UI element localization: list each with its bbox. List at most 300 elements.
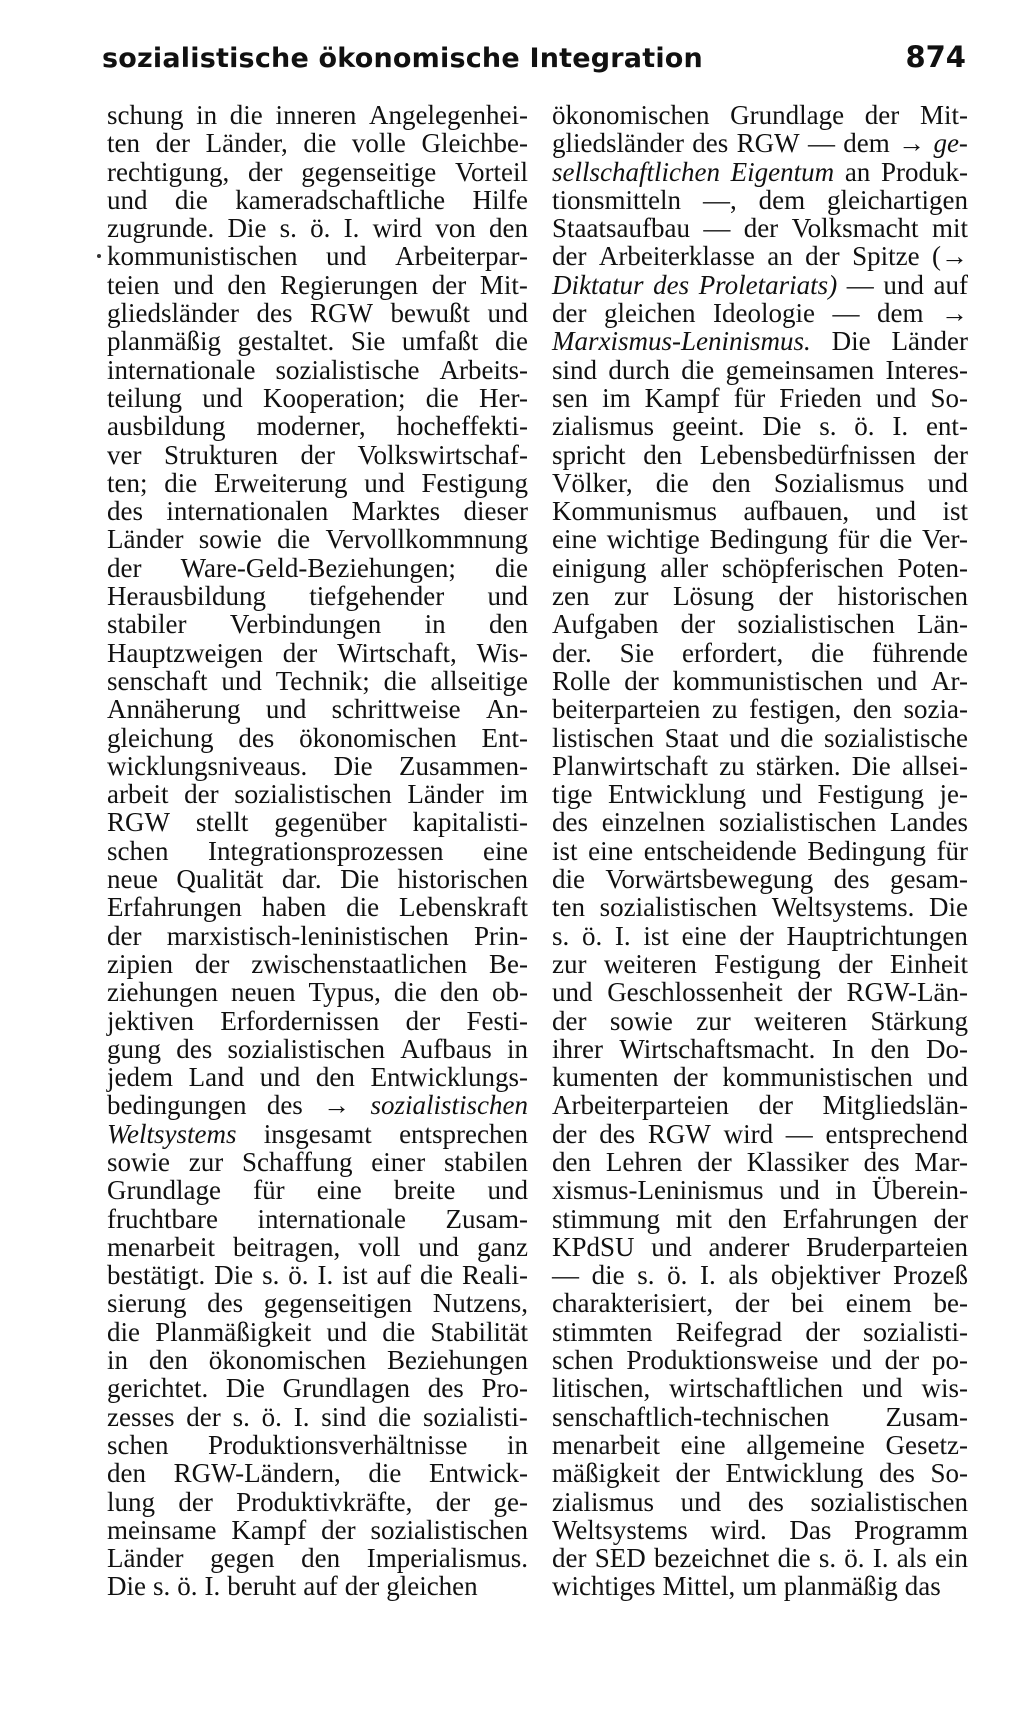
text-line [107,1374,528,1402]
text-line [552,327,968,355]
text-line [107,893,528,921]
word: Land [188,1062,245,1093]
word: Nutzens, [432,1288,528,1319]
word: sozialistischen [234,779,392,810]
word: → [323,1090,351,1121]
word: I. [204,1571,221,1602]
text-line [107,1572,528,1600]
text-line [107,525,528,553]
text-line [107,1233,528,1261]
text-line [107,695,528,723]
word: der [673,1062,708,1093]
word: und [173,269,214,300]
word: Kooperation; [263,382,406,413]
word: als [728,1260,759,1291]
word: Do- [925,1033,968,1064]
word: gegenüber [274,807,387,838]
word: Ware-Geld-Beziehungen; [180,552,456,583]
text-line [107,752,528,780]
word: marxistisch-leninistischen [166,920,449,951]
text-line [552,780,968,808]
word: voll [358,1231,401,1262]
text-line [552,752,968,780]
word: und [779,1175,820,1206]
word: der [107,552,142,583]
word: sozialisti- [863,1316,968,1347]
word: objektiver [770,1260,881,1291]
word: rechtigung, [107,156,230,187]
word: — [846,269,874,300]
text-line [552,978,968,1006]
word: Zusam- [445,1203,528,1234]
word: jektiven [107,1005,194,1036]
word: des [238,722,275,753]
word: den [439,977,479,1008]
word: des [176,1033,213,1064]
word: Län- [917,609,968,640]
word: Regierungen [280,269,419,300]
word: Ent- [481,722,528,753]
word: der. [552,637,592,668]
word: I. [872,1543,889,1574]
word: die [494,326,528,357]
word: Lebenskraft [399,892,528,923]
text-line [107,780,528,808]
word: anderer [708,1231,790,1262]
text-line [552,639,968,667]
word: Länder [891,326,968,357]
word: volle [351,128,406,159]
word: Kampf [644,382,720,413]
word: kapitalisti- [412,807,528,838]
word: und [875,382,917,413]
word: gliedsländer [552,128,684,159]
word: Gesetz- [885,1429,968,1460]
word: sozialisti- [422,1401,528,1432]
text-line [552,356,968,384]
word: die [655,467,689,498]
word: und [487,581,528,612]
word: im [499,779,528,810]
text-line [552,412,968,440]
text-line [552,1374,968,1402]
word: um [742,1571,777,1602]
word: Typus, [308,977,381,1008]
word: der [624,665,659,696]
word: RGW-Ländern, [173,1458,341,1489]
word: der [933,439,968,470]
word: geeint. [671,411,745,442]
text-line [552,1035,968,1063]
text-line [552,1091,968,1119]
word: zwischenstaatlichen [251,948,468,979]
word: Angelegenhei- [369,100,528,130]
text-line [107,837,528,865]
word: der [194,948,230,979]
word: fruchtbare [107,1203,218,1234]
word: sierung [107,1288,187,1319]
word: Mittel, [662,1571,736,1602]
text-line [552,1007,968,1035]
word: I. [317,1260,334,1291]
word: den [870,1033,910,1064]
word: Lösung [672,581,754,612]
word: RGW-Län- [846,977,968,1008]
word: Programm [854,1514,968,1545]
word: Prin- [474,920,528,951]
text-line [107,610,528,638]
word: → [898,128,926,159]
text-line [107,724,528,752]
word: bestätigt. [107,1260,206,1291]
word: und [862,1373,903,1404]
word: Vorwärtsbewegung [605,864,814,895]
word: Integrationsprozessen [208,835,444,866]
text-line [552,469,968,497]
word: gleichen [604,298,696,329]
text-line [552,1516,968,1544]
word: Ver- [922,524,968,555]
word: Die [225,1373,265,1404]
word: s. [232,1401,250,1432]
word: den [227,269,267,300]
word: Be- [489,948,528,979]
word: die [425,382,459,413]
word: wird [723,1118,774,1149]
word: — [552,1260,579,1291]
word: Verbindungen [229,609,382,640]
word: kommunistischen [722,1062,913,1093]
text-line [107,1035,528,1063]
word: —, [702,184,737,215]
word: des [863,1146,900,1177]
word: der [184,779,219,810]
word: sozialistischen [227,1033,385,1064]
word: ö. [844,1543,865,1574]
word: die [107,1316,140,1347]
word: zur [552,948,587,979]
word: menarbeit [107,1231,215,1262]
text-line [552,1205,968,1233]
word: und [552,977,593,1008]
word: und [875,496,917,527]
word: des [692,128,729,159]
word: entscheidende [643,835,797,866]
text-line [107,214,528,242]
word: Planwirtschaft [552,750,708,781]
word: sen [552,382,588,413]
word: bezeichnet [653,1543,770,1574]
word: Volkswirtschaf- [357,439,528,470]
word: bewußt [390,298,470,329]
word: s. [279,213,297,244]
word: festigen, [749,694,842,725]
word: Her- [479,382,528,413]
word: teien [107,269,160,300]
word: s. [637,1260,655,1291]
word: Arbeiterparteien [552,1090,729,1121]
word: aller [660,552,709,583]
text-line [107,1063,528,1091]
text-line [107,497,528,525]
word: Mitgliedslän- [822,1090,968,1121]
word: senschaft [107,665,208,696]
word: den [711,467,751,498]
text-line [107,667,528,695]
word: die [591,1260,625,1291]
word: entsprechen [399,1118,528,1149]
word: die [780,722,814,753]
word: die [552,864,585,895]
word: den [107,1458,146,1489]
word: der [552,1543,587,1574]
word: ö. [310,213,331,244]
word: Annäherung [107,694,241,725]
word: dieser [463,496,528,527]
word: stellt [195,807,249,838]
word: stärken. [755,750,841,781]
text-line [552,1431,968,1459]
word: RGW [107,807,170,838]
text-line [107,327,528,355]
word: in [506,1033,528,1064]
text-line [107,1488,528,1516]
word: Sie [619,637,655,668]
word: entsprechend [825,1118,968,1149]
word: hocheffekti- [396,411,528,442]
text-line [107,412,528,440]
word: historischen [397,864,528,895]
word: aufbauen, [743,496,850,527]
word: s. [152,1571,171,1602]
word: ganz [476,1231,528,1262]
word: Kampf [231,1514,307,1545]
word: und [418,1231,459,1262]
text-line [107,384,528,412]
word: sozialistischen [599,892,758,923]
word: ist [342,1260,368,1291]
word: planmäßig [107,326,221,357]
word: der [552,298,587,329]
word: Festigung [714,948,821,979]
word: Vorteil [455,156,528,187]
word: eine [316,1175,362,1206]
text-line [552,1261,968,1289]
word: der [805,241,840,272]
word: Weltsystems. [771,892,915,923]
word: als [896,1543,927,1574]
word: des [427,1373,464,1404]
word: internationalen [166,496,329,527]
word: mit [675,1203,712,1234]
word: zesses [107,1401,175,1432]
word: gegen [210,1543,275,1574]
word: Ar- [931,665,968,696]
word: und [326,241,367,272]
word: und [761,779,802,810]
word: Lebensbedürfnissen [699,439,916,470]
word: der [864,100,900,130]
word: der [248,156,283,187]
text-line [107,1346,528,1374]
text-line [552,610,968,638]
text-line [107,1289,528,1317]
text-line [552,865,968,893]
word: den [852,694,892,725]
word: des [552,807,588,838]
text-line [552,582,968,610]
word: beitragen, [233,1231,341,1262]
word: internationale [257,1203,406,1234]
word: Länder [107,524,184,555]
text-line [552,554,968,582]
word: schung [107,100,184,130]
word: Festigung [817,779,924,810]
word: schöpferischen [721,552,884,583]
word: die [495,552,528,583]
word: Die [227,213,267,244]
word: Marktes [351,496,441,527]
text-line [552,1289,968,1317]
word: je- [939,779,968,810]
word: mit [931,213,968,244]
word: spricht [552,439,626,470]
word: Festi- [466,1005,528,1036]
word: → [941,298,968,329]
word: und [876,665,918,696]
word: und [326,1316,367,1347]
word: gliedsländer [107,298,239,329]
word: sellschaftlichen [552,156,720,187]
word: die [393,977,427,1008]
word: s. [552,920,570,951]
word: an [767,241,793,272]
word: RGW [647,1118,711,1149]
text-line [107,242,528,270]
word: den [552,1146,591,1177]
text-line [107,271,528,299]
text-line [552,158,968,186]
word: sozialistische [275,354,420,385]
word: gleichartigen [827,184,968,215]
word: dem [876,298,924,329]
word: für [253,1175,285,1206]
word: der [884,1345,920,1376]
word: einem [845,1288,912,1319]
word: zialismus [552,1486,654,1517]
word: den [148,1345,188,1376]
word: sowie [609,1005,673,1036]
text-line [107,554,528,582]
word: Grundlage [730,100,845,130]
word: die [229,100,263,130]
word: wichtige [606,524,700,555]
text-line [552,808,968,836]
word: der [552,241,587,272]
word: führende [872,637,968,668]
word: Aufbaus [400,1033,492,1064]
word: Hauptzweigen [107,637,263,668]
word: wicklungsniveaus. [107,750,308,781]
word: historischen [837,581,968,612]
word: tiefgehender [309,581,445,612]
word: in [107,1345,129,1376]
word: die [303,128,337,159]
word: der [778,581,813,612]
word: ö. [581,920,603,951]
word: eine [680,1429,726,1460]
word: der [743,213,779,244]
word: sozialistischen [370,1090,528,1121]
word: und [831,1345,872,1376]
word: Hauptrichtungen [786,920,968,951]
word: des [207,1288,244,1319]
text-line [107,582,528,610]
text-line [552,1148,968,1176]
word: der [680,609,716,640]
text-line [552,695,968,723]
word: Länder [107,1543,184,1574]
word: des [833,864,870,895]
word: (→ [932,241,968,272]
text-line [107,441,528,469]
text-line [107,950,528,978]
word: Entwicklung [608,779,746,810]
word: RGW [309,298,373,329]
word: und [927,467,968,498]
word: Erfordernissen [220,1005,380,1036]
word: neue [107,864,158,895]
running-head-title: sozialistische ökonomische Integration [102,43,703,74]
word: den [489,213,528,244]
word: Die [340,864,380,895]
word: eine [552,524,597,555]
text-line [107,1459,528,1487]
word: Volksmacht [791,213,919,244]
word: ent- [925,411,968,442]
word: insgesamt [263,1118,372,1149]
word: Arbeits- [439,354,528,385]
word: des [256,298,293,329]
text-line [552,1176,968,1204]
word: und [729,722,770,753]
word: Staat [664,722,719,753]
word: zur [696,1005,731,1036]
word: zen [552,581,590,612]
word: breite [393,1175,456,1206]
word: bei [791,1288,825,1319]
word: der [107,920,142,951]
word: Überein- [872,1175,968,1206]
word: weiteren [754,1005,848,1036]
text-line [107,1007,528,1035]
word: Produk- [881,156,968,187]
word: — [832,298,860,329]
word: einer [371,1146,426,1177]
word: zur [613,581,649,612]
word: Wis- [476,637,528,668]
word: Wirtschaft, [337,637,457,668]
text-line [552,497,968,525]
word: Ideologie [712,298,815,329]
text-line [552,837,968,865]
word: ö. [854,411,875,442]
word: Länder, [205,128,288,159]
word: und [883,269,924,300]
word: gegenseitigen [263,1288,413,1319]
word: und [651,1231,692,1262]
word: sozialistische [824,722,968,753]
